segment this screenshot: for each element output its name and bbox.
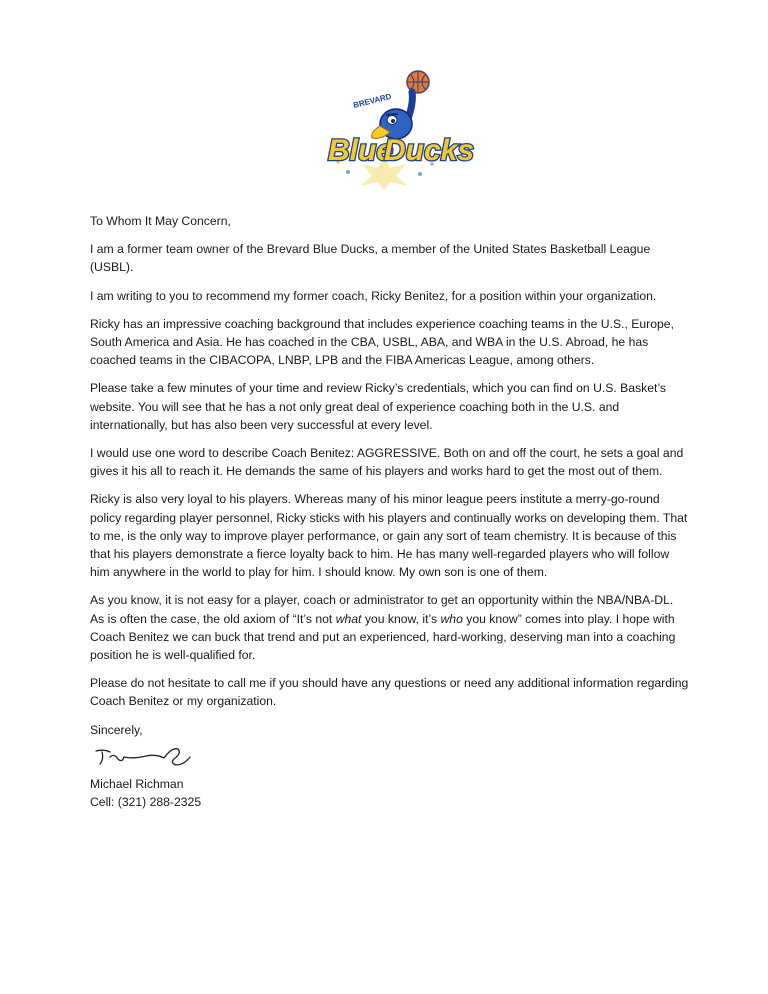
- paragraph-8: Please do not hesitate to call me if you should have any questions or need any additional information regarding Coach Benitez or my organization.: [90, 676, 689, 709]
- closing: Sincerely,: [90, 722, 143, 737]
- logo-blue-text: Blue: [328, 134, 394, 167]
- signer-phone: Cell: (321) 288-2325: [90, 795, 202, 810]
- handwritten-signature: [94, 743, 194, 767]
- blue-ducks-logo: [318, 68, 475, 190]
- paragraph-1: I am a former team owner of the Brevard Blue Ducks, a member of the United States Basketball League (USBL).: [90, 242, 651, 275]
- paragraph-6: Ricky is also very loyal to his players. Whereas many of his minor league peers institute a merry-go-round policy regarding player personnel, Ricky sticks with his players and continually works on developing them. That to me, is the only way to improve player performance, or gain any sort of team chemistry. It is because of this that his players demonstrate a fierce loyalty back to him. He has many well-regarded players who will follow him anywhere in the world to play for him. I should know. My own son is one of them.: [90, 492, 688, 580]
- closing-block: [90, 721, 690, 812]
- salutation: To Whom It May Concern,: [90, 214, 231, 228]
- paragraph-7: As you know, it is not easy for a player, coach or administrator to get an opportunity within the NBA/NBA-DL. As is often the case, the old axiom of “It’s not what you know, it’s who you know” comes into play. I hope with Coach Benitez we can buck that trend and put an experienced, hard-working, deserving man into a coaching position he is well-qualified for.: [90, 593, 676, 663]
- logo-brevard-text: BREVARD: [352, 91, 393, 110]
- letter-body: [90, 212, 690, 811]
- paragraph-2: I am writing to you to recommend my former coach, Ricky Benitez, for a position within your organization.: [90, 288, 657, 303]
- logo-ducks-text: Ducks: [384, 134, 475, 167]
- emphasis-what: what: [335, 611, 362, 626]
- paragraph-3: Ricky has an impressive coaching background that includes experience coaching teams in the U.S., Europe, South America and Asia. He has coached in the CBA, USBL, ABA, and WBA in the U.S. Abroad, he has coached teams in the CIBACOPA, LNBP, LPB and the FIBA Americas League, among others.: [90, 316, 674, 368]
- paragraph-4: Please take a few minutes of your time and review Ricky’s credentials, which you can find on U.S. Basket’s website. You will see that he has a not only great deal of experience coaching both in the U.S. and internationally, but has also been very successful at every level.: [90, 381, 667, 432]
- emphasis-who: who: [440, 611, 463, 626]
- signer-name: Michael Richman: [90, 776, 184, 791]
- paragraph-5: I would use one word to describe Coach Benitez: AGGRESSIVE. Both on and off the court, he sets a goal and gives it his all to reach it. He demands the same of his players and works hard to get the most out of them.: [90, 446, 684, 479]
